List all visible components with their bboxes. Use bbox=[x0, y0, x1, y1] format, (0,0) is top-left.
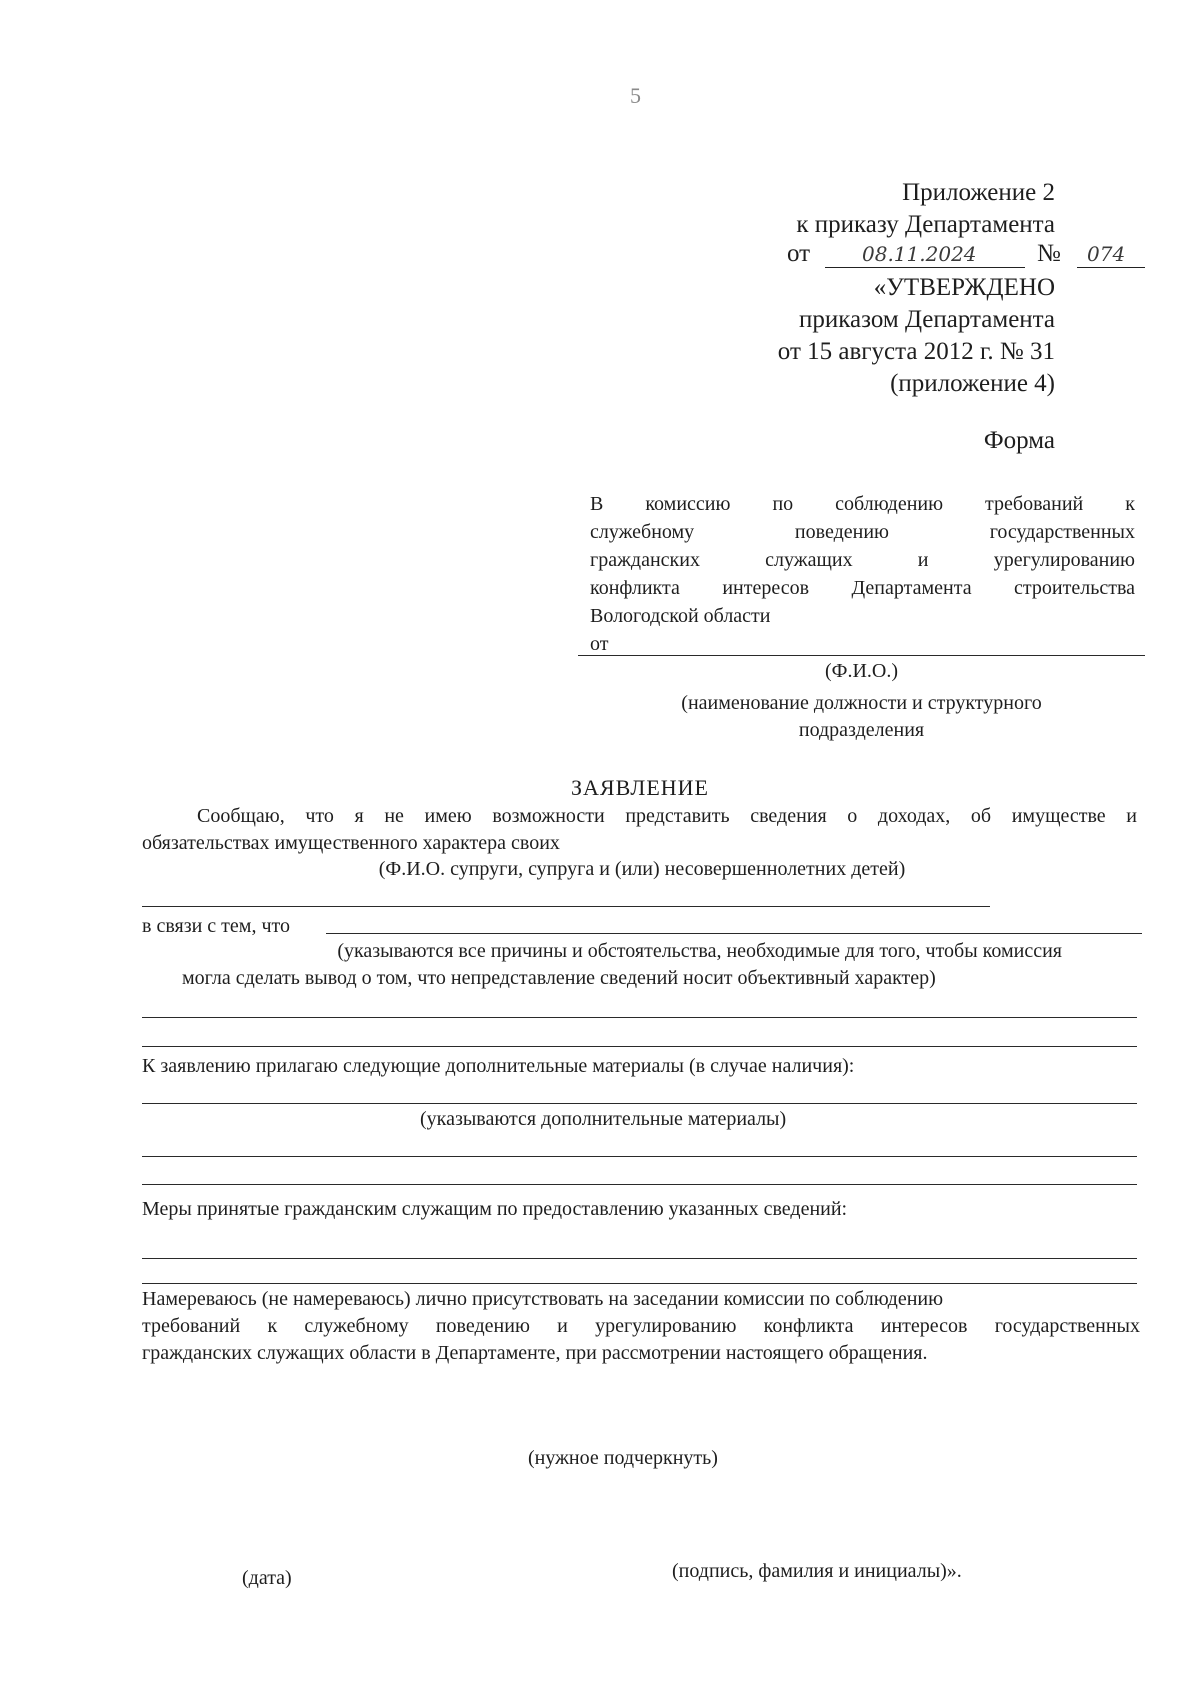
approved-appendix: (приложение 4) bbox=[890, 370, 1055, 397]
date-underline bbox=[825, 267, 1025, 268]
reason-line bbox=[326, 933, 1142, 934]
position-caption: (наименование должности и структурного bbox=[681, 692, 1042, 714]
reason-caption-cont: могла сделать вывод о том, что непредставление сведений носит объективный характер) bbox=[182, 967, 936, 989]
appendix-title: Приложение 2 bbox=[902, 179, 1055, 206]
approved-by: приказом Департамента bbox=[799, 306, 1055, 333]
attachments-label: К заявлению прилагаю следующие дополнительные материалы (в случае наличия): bbox=[142, 1055, 855, 1077]
attachments-caption: (указываются дополнительные материалы) bbox=[420, 1108, 787, 1130]
intent-line-1: Намереваюсь (не намереваюсь) лично присутствовать на заседании комиссии по соблюдению bbox=[142, 1288, 944, 1310]
intent-line-2 bbox=[142, 1313, 1140, 1340]
signature-caption: (подпись, фамилия и инициалы)». bbox=[672, 1560, 962, 1582]
to-order-line: к приказу Департамента bbox=[796, 211, 1055, 238]
intent-text: требований к служебному поведению и урегулированию конфликта интересов государственных bbox=[142, 1315, 1140, 1337]
addressee-block bbox=[590, 490, 1135, 658]
reason-line-2 bbox=[142, 1017, 1137, 1018]
statement-text: Сообщаю, что я не имею возможности представить сведения о доходах, об имуществе и bbox=[197, 805, 1137, 827]
family-caption: (Ф.И.О. супруги, супруга и (или) несовершеннолетних детей) bbox=[378, 858, 906, 880]
statement-line-1 bbox=[197, 803, 1137, 830]
reason-line-3 bbox=[142, 1046, 1137, 1047]
measures-line bbox=[142, 1258, 1137, 1259]
reason-caption: (указываются все причины и обстоятельства, необходимые для того, чтобы комиссия bbox=[337, 940, 1062, 962]
date-caption: (дата) bbox=[242, 1567, 292, 1589]
position-caption-cont: подразделения bbox=[798, 719, 925, 741]
attachments-line-3 bbox=[142, 1184, 1137, 1185]
from-label: от bbox=[787, 240, 811, 267]
approved-date: от 15 августа 2012 г. № 31 bbox=[777, 338, 1055, 365]
attachments-line bbox=[142, 1103, 1137, 1104]
family-line bbox=[142, 906, 990, 907]
form-label: Форма bbox=[983, 427, 1055, 454]
addressee-line: конфликта интересов Департамента строительства bbox=[590, 577, 1135, 599]
measures-label: Меры принятые гражданским служащим по предоставлению указанных сведений: bbox=[142, 1198, 848, 1220]
number-label: № bbox=[1037, 240, 1061, 267]
reason-label: в связи с тем, что bbox=[142, 915, 290, 937]
attachments-line-2 bbox=[142, 1156, 1137, 1157]
addressee-line: служебному поведению государственных bbox=[590, 521, 1135, 543]
addressee-line: Вологодской области bbox=[590, 605, 771, 627]
addressee-line: В комиссию по соблюдению требований к bbox=[590, 493, 1135, 515]
fio-caption: (Ф.И.О.) bbox=[824, 660, 898, 682]
intent-line-3: гражданских служащих области в Департаменте, при рассмотрении настоящего обращения. bbox=[142, 1342, 928, 1364]
order-date-number-line bbox=[787, 240, 1147, 270]
addressee-from-label: от bbox=[590, 633, 609, 655]
handwritten-number: 074 bbox=[1087, 242, 1126, 266]
statement-title: ЗАЯВЛЕНИЕ bbox=[571, 775, 709, 800]
fio-line bbox=[578, 655, 1145, 656]
addressee-line: гражданских служащих и урегулированию bbox=[590, 549, 1135, 571]
approved-title: «УТВЕРЖДЕНО bbox=[873, 274, 1055, 301]
measures-line-2 bbox=[142, 1283, 1137, 1284]
underline-note: (нужное подчеркнуть) bbox=[528, 1447, 718, 1469]
number-underline bbox=[1077, 267, 1145, 268]
handwritten-date: 08.11.2024 bbox=[862, 242, 977, 266]
page-number: 5 bbox=[630, 83, 641, 108]
statement-line-2: обязательствах имущественного характера своих bbox=[142, 832, 560, 854]
